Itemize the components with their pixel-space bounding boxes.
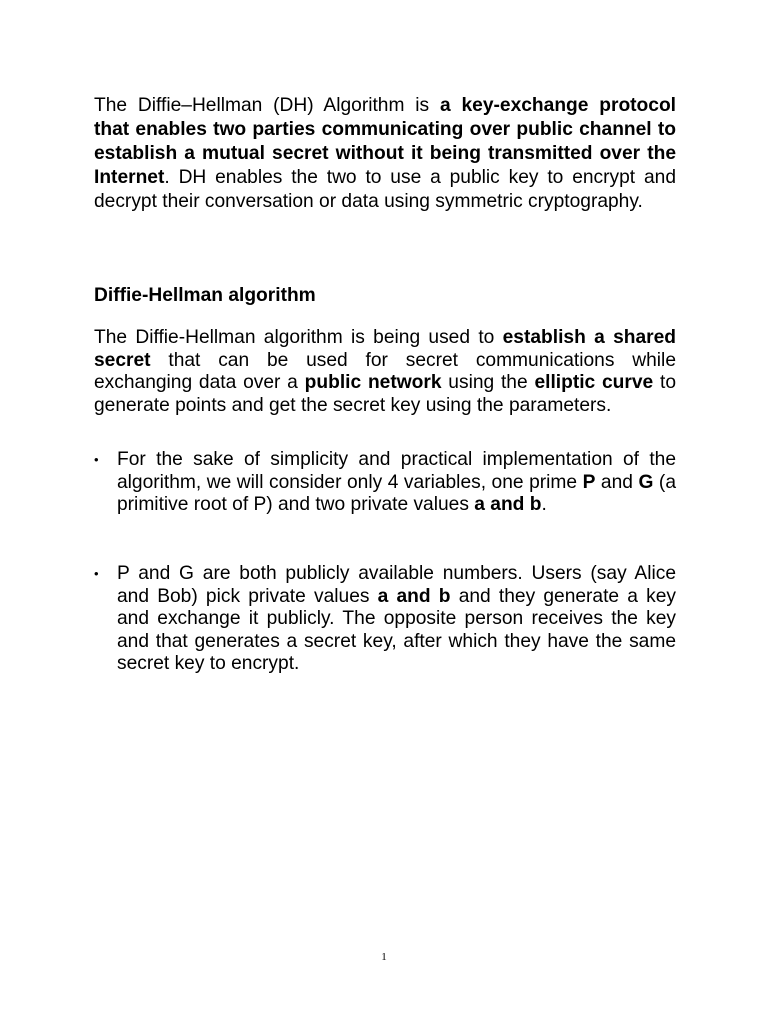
para2-text-3: using the (441, 372, 535, 393)
section-heading: Diffie-Hellman algorithm (94, 285, 316, 306)
algorithm-paragraph (94, 327, 676, 417)
bullet1-text-1: For the sake of simplicity and practical implementation of the algorithm, we will consider only 4 variables, one prime (117, 449, 676, 493)
intro-text-1: The Diffie–Hellman (DH) Algorithm is (94, 95, 440, 116)
bullet1-bold-2: G (638, 471, 654, 493)
bullet1-bold-1: P (582, 471, 596, 493)
para2-text-1: The Diffie-Hellman algorithm is being used to (94, 327, 503, 348)
bullet2-text-2: and they generate a key and exchange it publicly. The opposite person receives the key and that generates a secret key, after which they have the same secret key to encrypt. (117, 585, 676, 674)
page-number: 1 (381, 951, 387, 963)
para2-text-2: that can be used for secret communications while exchanging data over a (94, 349, 676, 393)
bullet1-text-2: and (595, 471, 639, 493)
para2-bold-3: elliptic curve (534, 372, 654, 393)
bullet-text (117, 449, 676, 517)
bullet1-bold-3: a and b (474, 494, 542, 515)
intro-bold-definition: a key-exchange protocol that enables two parties communicating over public channel to establish a mutual secret without it being transmitted over the Internet (94, 95, 677, 188)
para2-text-4: to generate points and get the secret key using the parameters. (94, 372, 677, 416)
bullet1-text-3: (a primitive root of P) and two private values (117, 471, 676, 515)
bullet2-bold-1: a and b (377, 585, 451, 607)
intro-text-2: . DH enables the two to use a public key to encrypt and decrypt their conversation or data using symmetric cryptography. (94, 167, 676, 212)
bullet1-text-4: . (541, 494, 547, 515)
para2-bold-1: establish a shared secret (94, 327, 676, 371)
intro-paragraph (94, 94, 676, 214)
bullet2-text-1: P and G are both publicly available numbers. Users (say Alice and Bob) pick private values (117, 563, 676, 607)
bullet-text (117, 563, 676, 676)
bullet-marker: • (94, 566, 99, 581)
bullet-marker: • (94, 452, 99, 467)
para2-bold-2: public network (304, 372, 442, 393)
